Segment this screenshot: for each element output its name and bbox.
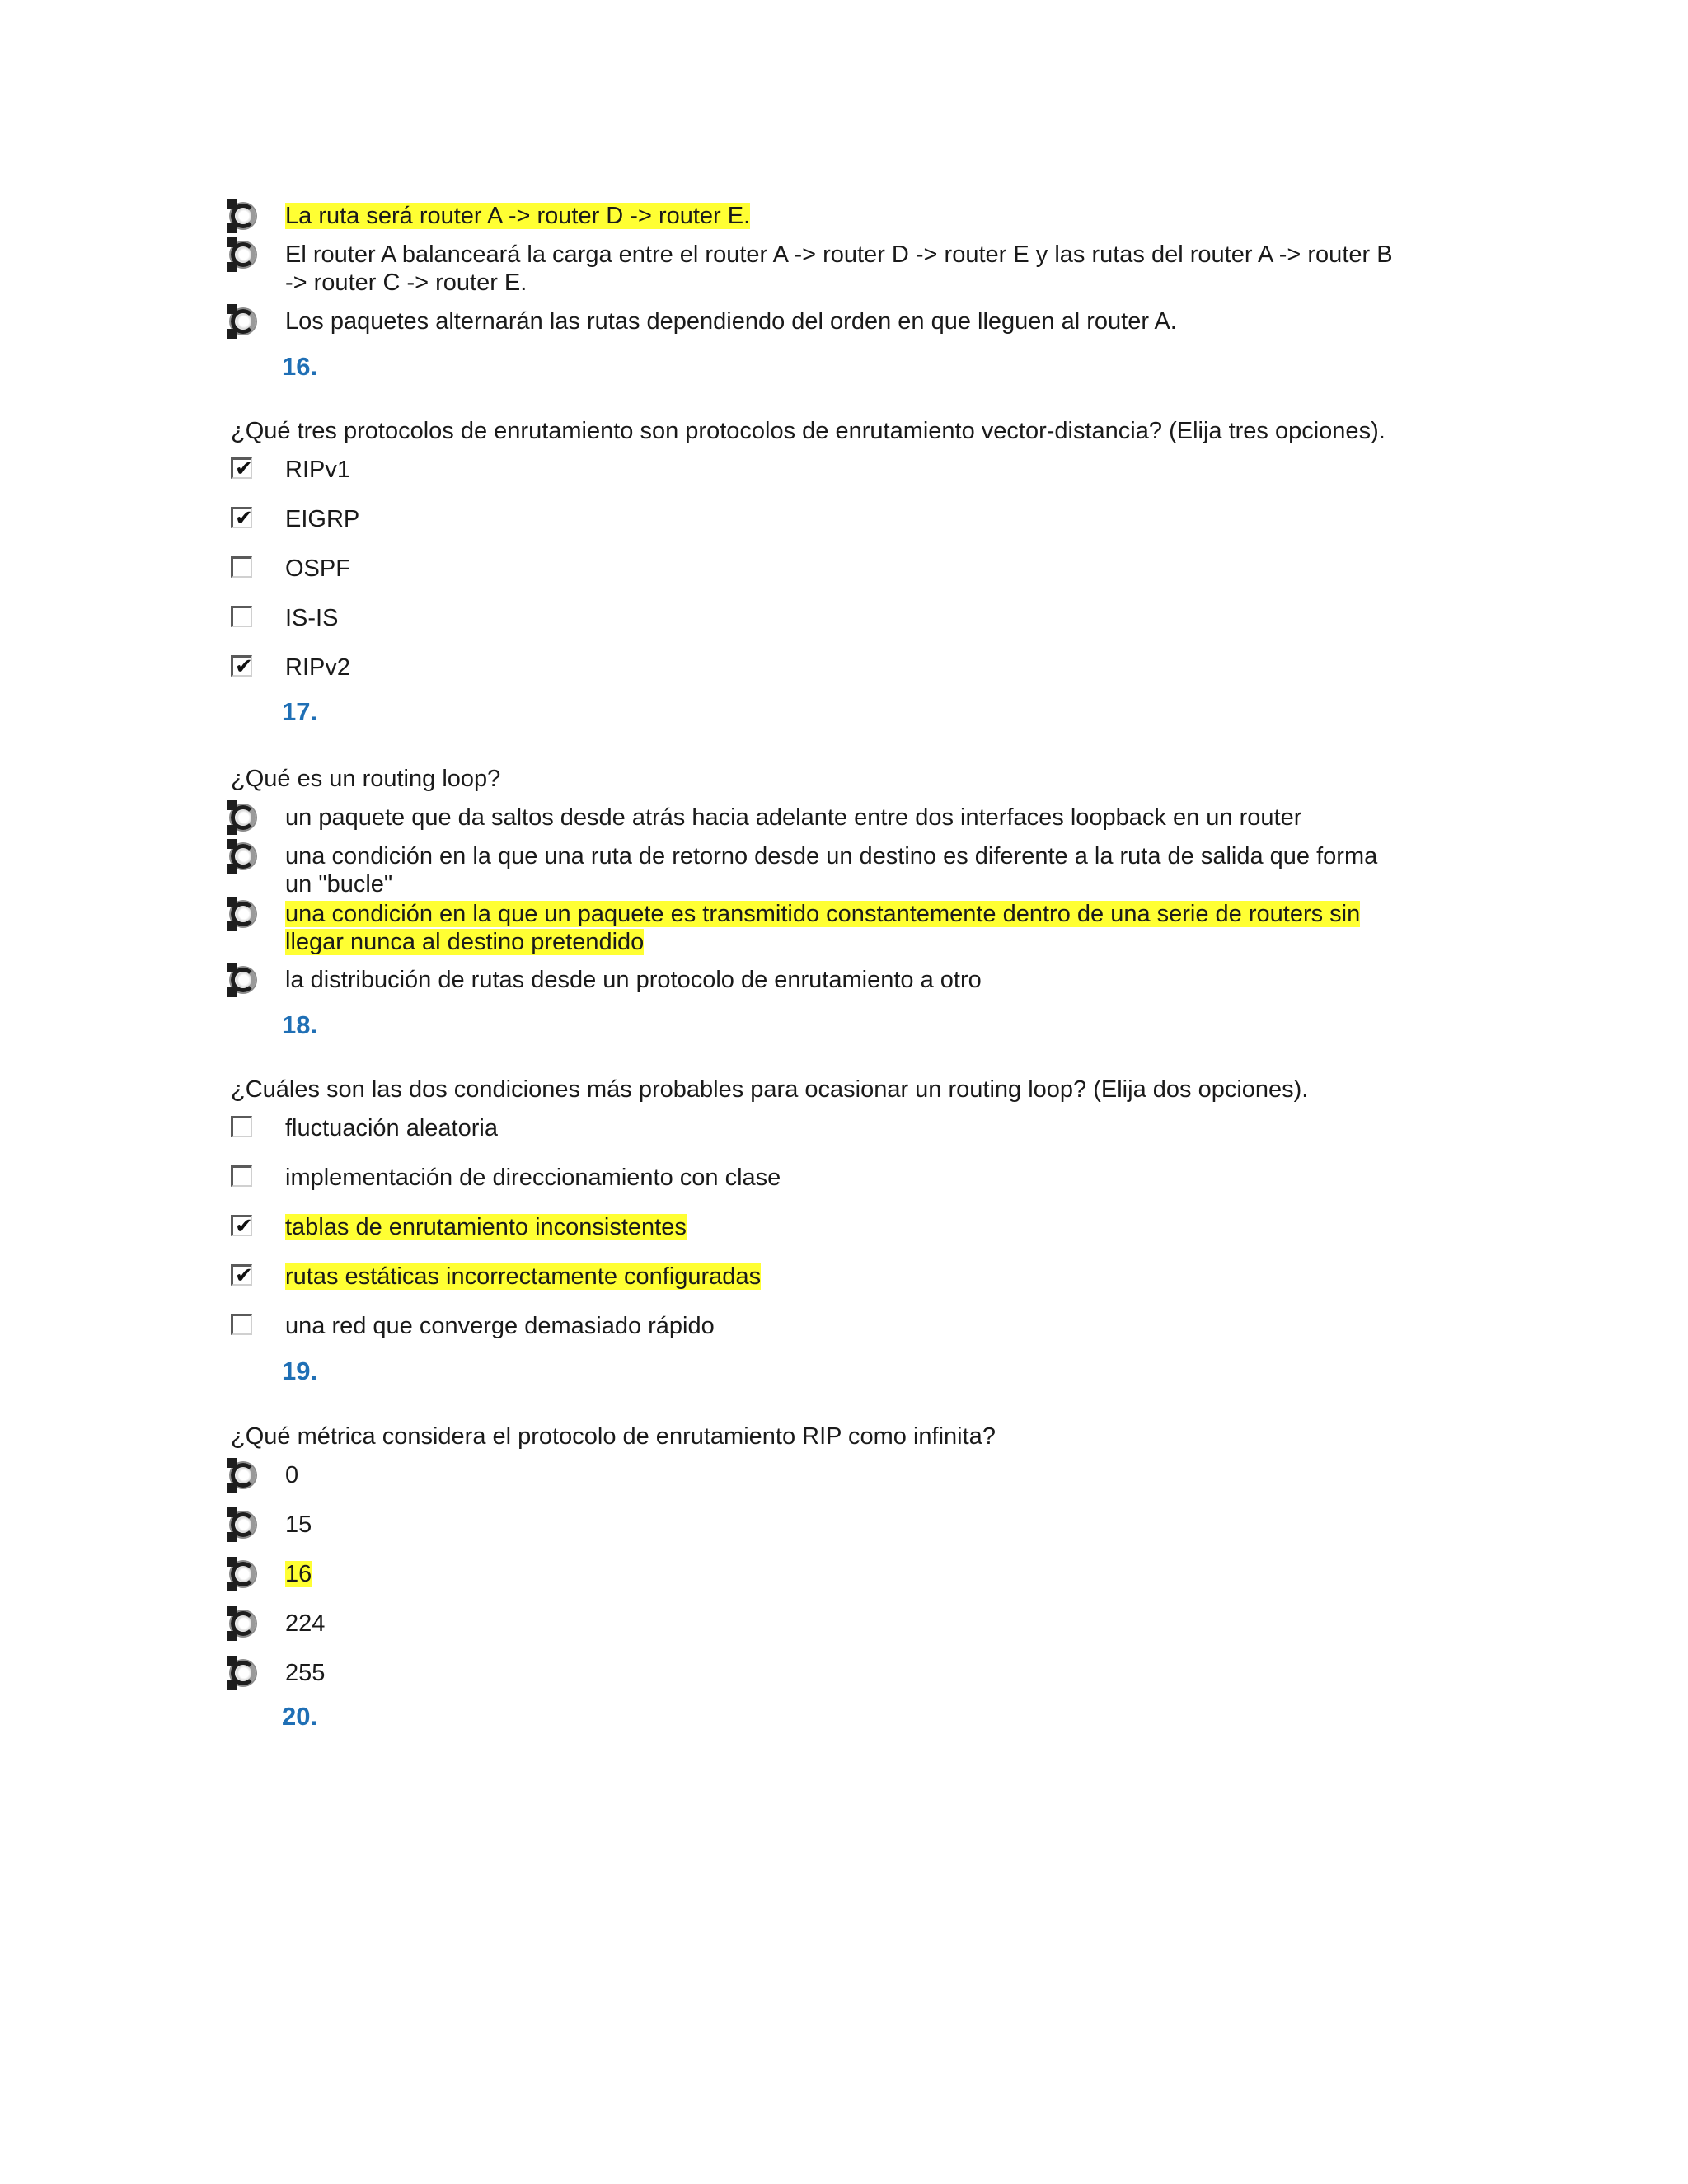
q17-option-1[interactable] bbox=[231, 804, 1451, 832]
q19-option-4-text: 224 bbox=[285, 1610, 326, 1637]
q18-option-2[interactable] bbox=[231, 1164, 1451, 1192]
q17-option-3-text: una condición en la que un paquete es transmitido constantemente dentro de una serie de routers sin llegar nunca al destino pretendido bbox=[285, 901, 1361, 955]
radio-button-icon[interactable] bbox=[231, 1512, 256, 1537]
checkbox-icon[interactable] bbox=[231, 506, 253, 531]
q16-option-1-text: RIPv1 bbox=[285, 457, 350, 483]
q18-option-3[interactable] bbox=[231, 1213, 1451, 1241]
q18-option-2-text: implementación de direccionamiento con clase bbox=[285, 1165, 781, 1191]
question-number-20: 20. bbox=[282, 1702, 318, 1731]
radio-button-icon[interactable] bbox=[231, 1611, 256, 1636]
q19-option-5[interactable] bbox=[231, 1659, 1451, 1687]
q19-option-2-text: 15 bbox=[285, 1511, 312, 1538]
q16-option-5[interactable] bbox=[231, 654, 1451, 682]
checkbox-icon[interactable] bbox=[231, 1165, 252, 1187]
q17-option-2-text: una condición en la que una ruta de retorno desde un destino es diferente a la ruta de salida que forma un "bucle" bbox=[285, 843, 1378, 898]
q19-option-1[interactable] bbox=[231, 1461, 1451, 1489]
question-number-19: 19. bbox=[282, 1357, 318, 1385]
q15-option-1-text: La ruta será router A -> router D -> router E. bbox=[285, 203, 751, 229]
q17-option-1-text: un paquete que da saltos desde atrás hacia adelante entre dos interfaces loopback en un router bbox=[285, 804, 1302, 831]
q15-option-3[interactable] bbox=[231, 307, 1451, 335]
q19-option-4[interactable] bbox=[231, 1610, 1451, 1638]
q18-option-4[interactable] bbox=[231, 1263, 1451, 1291]
checkbox-icon[interactable] bbox=[231, 1214, 253, 1239]
q18-option-5[interactable] bbox=[231, 1312, 1451, 1340]
q17-option-2[interactable] bbox=[231, 842, 1451, 898]
q16-option-2-text: EIGRP bbox=[285, 506, 360, 532]
q19-option-1-text: 0 bbox=[285, 1462, 299, 1488]
q18-option-4-text: rutas estáticas incorrectamente configuradas bbox=[285, 1263, 762, 1290]
checkmark-icon: ✔ bbox=[235, 654, 253, 679]
radio-button-icon[interactable] bbox=[231, 242, 256, 267]
q19-option-3[interactable] bbox=[231, 1560, 1451, 1588]
checkbox-icon[interactable] bbox=[231, 655, 252, 677]
q18-option-3-text: tablas de enrutamiento inconsistentes bbox=[285, 1214, 687, 1240]
question-number-18: 18. bbox=[282, 1010, 318, 1039]
checkmark-icon: ✔ bbox=[235, 1214, 253, 1239]
checkmark-icon: ✔ bbox=[235, 457, 253, 481]
radio-button-icon[interactable] bbox=[231, 1562, 256, 1586]
q17-option-4-text: la distribución de rutas desde un protocolo de enrutamiento a otro bbox=[285, 967, 982, 993]
question-18-text: ¿Cuáles son las dos condiciones más probables para ocasionar un routing loop? (Elija dos opciones). bbox=[231, 1076, 1309, 1103]
radio-button-icon[interactable] bbox=[231, 1661, 256, 1685]
radio-button-icon[interactable] bbox=[231, 968, 256, 992]
q18-option-5-text: una red que converge demasiado rápido bbox=[285, 1313, 715, 1339]
checkbox-icon[interactable] bbox=[231, 1116, 252, 1137]
question-number-16: 16. bbox=[282, 352, 318, 381]
q15-option-1[interactable] bbox=[231, 202, 1451, 230]
radio-button-icon[interactable] bbox=[231, 805, 256, 830]
checkbox-icon[interactable] bbox=[231, 1264, 252, 1286]
q16-option-5-text: RIPv2 bbox=[285, 654, 350, 681]
q15-option-3-text: Los paquetes alternarán las rutas dependiendo del orden en que lleguen al router A. bbox=[285, 308, 1177, 335]
radio-button-icon[interactable] bbox=[231, 902, 256, 926]
radio-button-icon[interactable] bbox=[231, 1463, 256, 1488]
q17-option-4[interactable] bbox=[231, 966, 1451, 994]
q19-option-2[interactable] bbox=[231, 1511, 1451, 1539]
checkbox-icon[interactable] bbox=[231, 606, 252, 627]
q16-option-3-text: OSPF bbox=[285, 555, 350, 582]
q16-option-2[interactable] bbox=[231, 505, 1451, 533]
question-17-text: ¿Qué es un routing loop? bbox=[231, 766, 501, 792]
q16-option-3[interactable] bbox=[231, 555, 1451, 583]
radio-button-icon[interactable] bbox=[231, 309, 256, 334]
q17-option-3[interactable] bbox=[231, 900, 1451, 956]
checkmark-icon: ✔ bbox=[235, 1263, 253, 1288]
q16-option-4-text: IS-IS bbox=[285, 605, 339, 631]
q19-option-5-text: 255 bbox=[285, 1660, 326, 1686]
radio-button-icon[interactable] bbox=[231, 204, 256, 228]
q16-option-1[interactable] bbox=[231, 456, 1451, 484]
q16-option-4[interactable] bbox=[231, 604, 1451, 632]
q15-option-2[interactable] bbox=[231, 241, 1451, 297]
q15-option-2-text: El router A balanceará la carga entre el router A -> router D -> router E y las rutas del router A -> router B -> router C -> router E. bbox=[285, 241, 1393, 296]
checkbox-icon[interactable] bbox=[231, 457, 252, 479]
q19-option-3-text: 16 bbox=[285, 1561, 312, 1587]
checkbox-icon[interactable] bbox=[231, 1314, 252, 1335]
question-19-text: ¿Qué métrica considera el protocolo de enrutamiento RIP como infinita? bbox=[231, 1423, 996, 1450]
q18-option-1-text: fluctuación aleatoria bbox=[285, 1115, 498, 1141]
q18-option-1[interactable] bbox=[231, 1114, 1451, 1142]
checkmark-icon: ✔ bbox=[235, 506, 253, 531]
checkbox-icon[interactable] bbox=[231, 556, 252, 578]
question-number-17: 17. bbox=[282, 697, 318, 726]
question-16-text: ¿Qué tres protocolos de enrutamiento son protocolos de enrutamiento vector-distancia? (Elija tres opciones). bbox=[231, 418, 1386, 444]
radio-button-icon[interactable] bbox=[231, 844, 256, 869]
